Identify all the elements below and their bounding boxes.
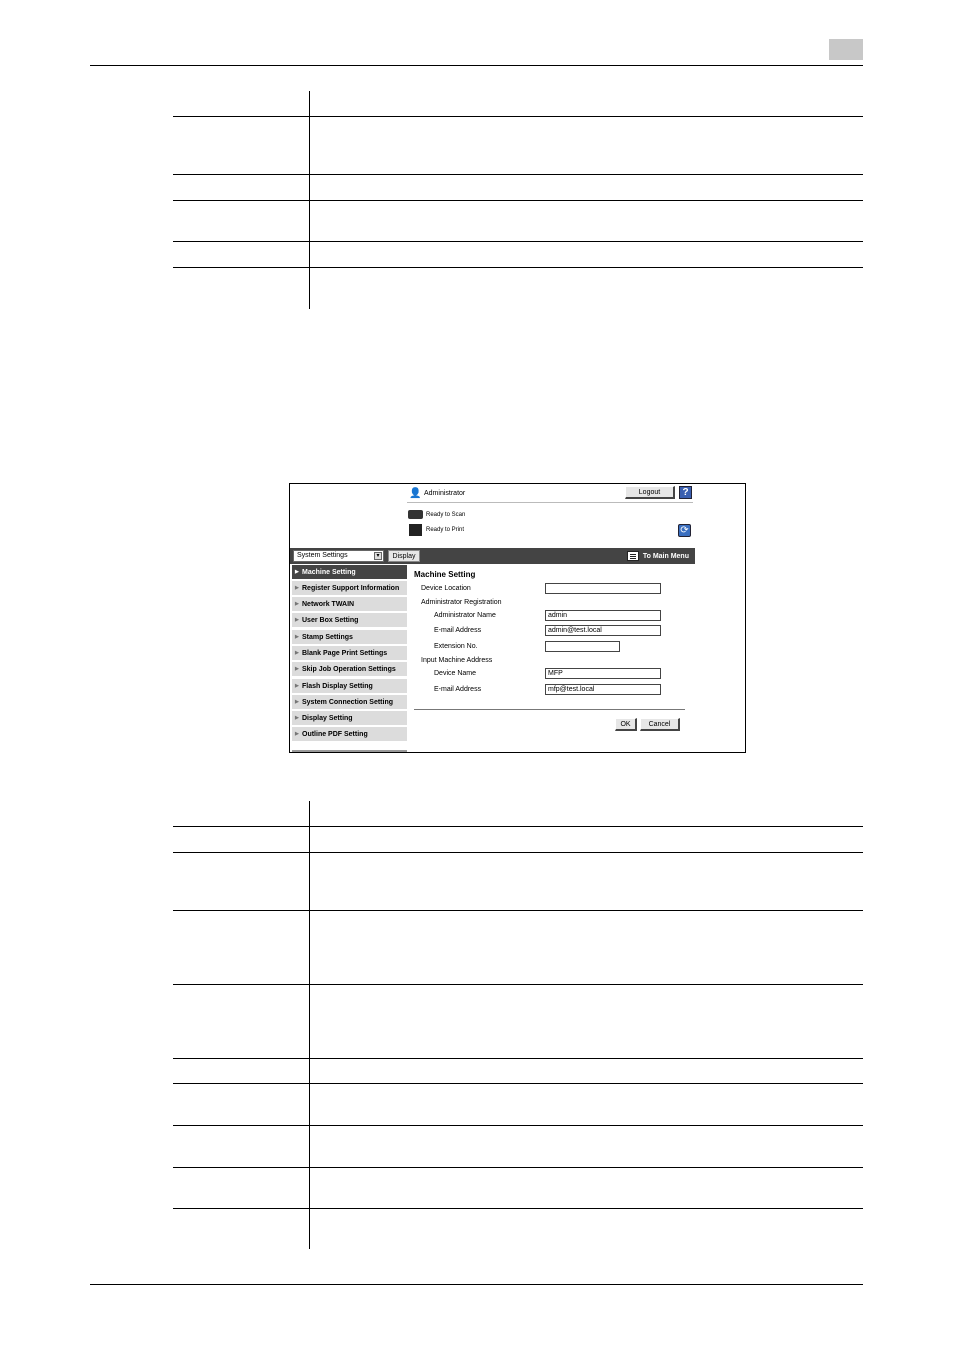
table-header-row bbox=[173, 801, 863, 827]
admin-registration-label: Administrator Registration bbox=[421, 599, 502, 606]
sidebar-bottom-divider bbox=[292, 750, 407, 752]
to-main-menu-label: To Main Menu bbox=[642, 552, 689, 560]
display-button[interactable]: Display bbox=[388, 550, 420, 562]
admin-name-label: Administrator Name bbox=[434, 612, 496, 619]
header-rule bbox=[90, 65, 863, 66]
admin-email-input[interactable]: admin@test.local bbox=[545, 625, 661, 636]
form-title: Machine Setting bbox=[414, 570, 476, 579]
table-header-row bbox=[173, 91, 863, 117]
help-icon[interactable]: ? bbox=[679, 486, 692, 499]
page-number-tab bbox=[829, 39, 863, 60]
sidebar bbox=[290, 565, 408, 753]
logout-button[interactable]: Logout bbox=[625, 486, 675, 499]
table-row bbox=[173, 201, 863, 242]
table-row bbox=[173, 911, 863, 985]
web-connection-screenshot bbox=[289, 483, 746, 753]
table-row bbox=[173, 117, 863, 175]
device-name-label: Device Name bbox=[434, 670, 477, 677]
scan-status: Ready to Scan bbox=[426, 512, 466, 518]
table-row bbox=[173, 268, 863, 309]
user-label: Administrator bbox=[424, 490, 466, 497]
machine-email-label: E-mail Address bbox=[434, 686, 482, 693]
administrator-icon: 👤 bbox=[409, 488, 422, 499]
sidebar-item-stamp-settings[interactable]: ▶ Stamp Settings bbox=[292, 630, 407, 645]
input-machine-address-label: Input Machine Address bbox=[421, 657, 493, 664]
category-select-value: System Settings bbox=[297, 552, 348, 559]
table-row bbox=[173, 985, 863, 1059]
cancel-button[interactable]: Cancel bbox=[640, 718, 680, 731]
table-row bbox=[173, 1059, 863, 1084]
table-row bbox=[173, 1084, 863, 1126]
settings-table-top bbox=[173, 91, 863, 309]
table-row bbox=[173, 1126, 863, 1168]
footer-rule bbox=[90, 1284, 863, 1285]
menu-icon bbox=[627, 551, 639, 561]
sidebar-item-register-support-information[interactable]: ▶ Register Support Information bbox=[292, 581, 407, 596]
sidebar-item-system-connection-setting[interactable]: ▶ System Connection Setting bbox=[292, 695, 407, 710]
sidebar-item-display-setting[interactable]: ▶ Display Setting bbox=[292, 711, 407, 726]
scanner-icon bbox=[408, 510, 423, 519]
machine-email-input[interactable]: mfp@test.local bbox=[545, 684, 661, 695]
sidebar-item-network-twain[interactable]: ▶ Network TWAIN bbox=[292, 597, 407, 612]
sidebar-item-machine-setting[interactable]: ▶ Machine Setting bbox=[292, 565, 407, 580]
to-main-menu-link[interactable] bbox=[627, 550, 689, 562]
sidebar-item-skip-job-operation-settings[interactable]: ▶ Skip Job Operation Settings bbox=[292, 662, 407, 677]
ok-button[interactable]: OK bbox=[615, 718, 637, 731]
extension-label: Extension No. bbox=[434, 643, 478, 650]
refresh-icon[interactable]: ⟳ bbox=[678, 524, 691, 537]
printer-icon bbox=[409, 524, 422, 536]
sidebar-item-user-box-setting[interactable]: ▶ User Box Setting bbox=[292, 613, 407, 628]
chevron-down-icon: ▾ bbox=[374, 552, 382, 560]
admin-name-input[interactable]: admin bbox=[545, 610, 661, 621]
settings-table-bottom bbox=[173, 801, 863, 1249]
print-status: Ready to Print bbox=[426, 527, 465, 533]
table-row bbox=[173, 1168, 863, 1209]
sidebar-item-flash-display-setting[interactable]: ▶ Flash Display Setting bbox=[292, 679, 407, 694]
table-row bbox=[173, 175, 863, 201]
device-name-input[interactable]: MFP bbox=[545, 668, 661, 679]
category-select[interactable] bbox=[293, 550, 384, 562]
header-divider bbox=[407, 502, 693, 503]
form-divider bbox=[414, 709, 685, 710]
table-row bbox=[173, 827, 863, 853]
table-row bbox=[173, 242, 863, 268]
device-location-label: Device Location bbox=[421, 585, 471, 592]
sidebar-item-outline-pdf-setting[interactable]: ▶ Outline PDF Setting bbox=[292, 727, 407, 742]
device-location-input[interactable] bbox=[545, 583, 661, 594]
extension-input[interactable] bbox=[545, 641, 620, 652]
table-row bbox=[173, 1209, 863, 1249]
toolbar bbox=[290, 548, 695, 564]
admin-email-label: E-mail Address bbox=[434, 627, 482, 634]
table-row bbox=[173, 853, 863, 911]
sidebar-item-blank-page-print-settings[interactable]: ▶ Blank Page Print Settings bbox=[292, 646, 407, 661]
